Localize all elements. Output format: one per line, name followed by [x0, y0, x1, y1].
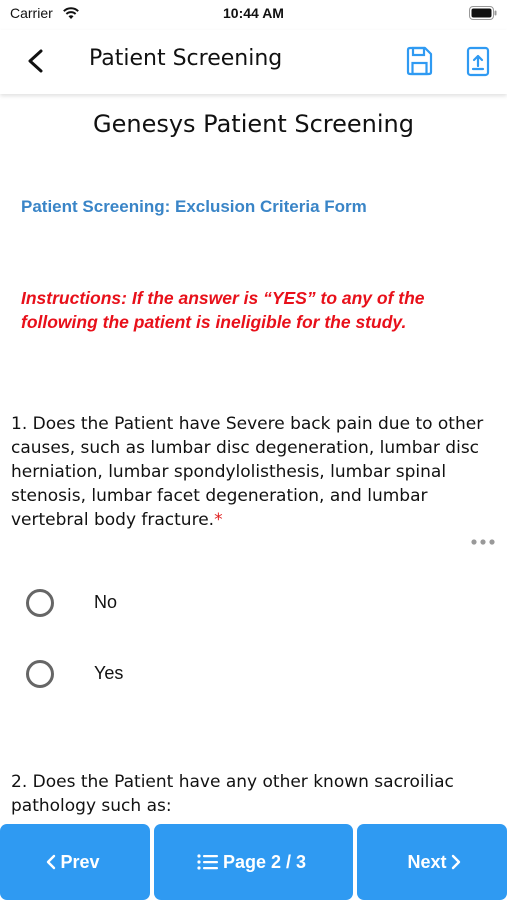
- status-bar: [0, 0, 507, 30]
- page-label: Page 2 / 3: [222, 851, 307, 872]
- carrier-label: Carrier: [10, 5, 53, 21]
- form-content[interactable]: [0, 94, 507, 824]
- form-subtitle: Patient Screening: Exclusion Criteria Form: [21, 197, 367, 216]
- form-title: Genesys Patient Screening: [93, 110, 414, 138]
- chevron-left-icon: [46, 854, 56, 870]
- required-mark: *: [214, 510, 223, 530]
- radio-no[interactable]: [26, 589, 54, 617]
- option-no-label: No: [94, 592, 118, 612]
- page-title: Patient Screening: [89, 46, 283, 71]
- page-indicator-button[interactable]: [154, 824, 353, 900]
- option-yes[interactable]: [24, 654, 324, 694]
- next-label: Next: [407, 851, 447, 872]
- question-1: [11, 412, 491, 532]
- clock: 10:44 AM: [223, 5, 284, 21]
- battery-icon: [469, 6, 497, 20]
- upload-icon[interactable]: [464, 45, 492, 77]
- question-2: 2. Does the Patient have any other known sacroiliac pathology such as:: [11, 772, 454, 816]
- list-icon: [197, 854, 219, 870]
- chevron-right-icon: [451, 854, 461, 870]
- navigation-bar: [0, 30, 507, 94]
- save-icon[interactable]: [404, 45, 434, 77]
- instructions-text: Instructions: If the answer is “YES” to any of the following the patient is ineligible for the study.: [21, 288, 425, 332]
- pagination-bar: [0, 824, 507, 900]
- radio-yes[interactable]: [26, 660, 54, 688]
- option-yes-label: Yes: [94, 663, 124, 683]
- option-no[interactable]: [24, 583, 324, 623]
- back-icon[interactable]: [22, 46, 50, 76]
- more-options-icon[interactable]: [470, 538, 496, 546]
- question-1-text: 1. Does the Patient have Severe back pain due to other causes, such as lumbar disc degeneration, lumbar disc herniation, lumbar spondylolisthesis, lumbar spinal stenosis, lumbar facet degeneration, and lumbar vertebral body fracture.: [11, 414, 484, 530]
- prev-label: Prev: [60, 851, 100, 872]
- prev-button[interactable]: [0, 824, 150, 900]
- next-button[interactable]: [357, 824, 507, 900]
